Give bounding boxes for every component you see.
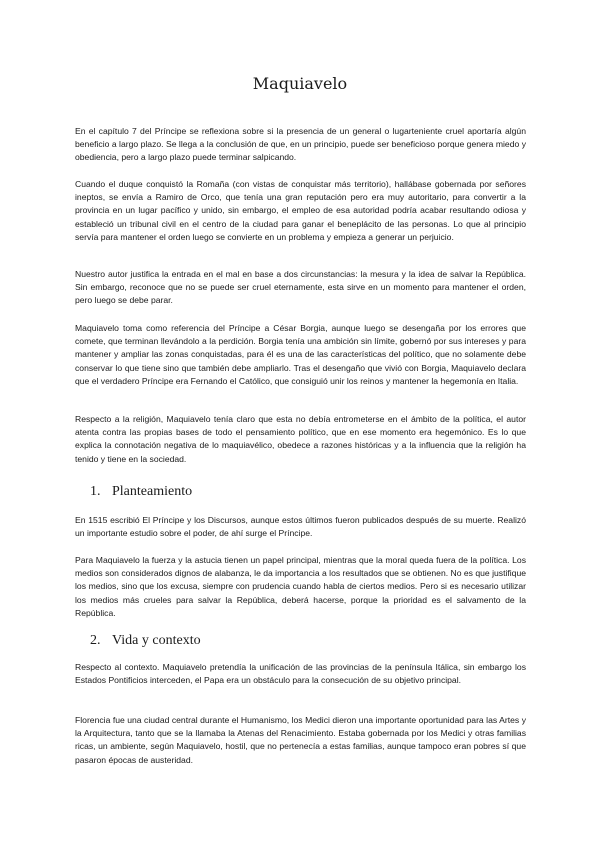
- section-heading-planteamiento: [90, 484, 192, 500]
- section-number: 1.: [90, 484, 101, 499]
- paragraph: En el capítulo 7 del Príncipe se reflexiona sobre si la presencia de un general o lugarteniente cruel aportaría algún beneficio a largo plazo. Se llega a la conclusión de que, en un principio, puede ser beneficioso porque genera miedo y obediencia, pero a largo plazo puede terminar salpicando.: [75, 126, 526, 163]
- paragraph: Nuestro autor justifica la entrada en el mal en base a dos circunstancias: la mesura y la idea de salvar la República. Sin embargo, reconoce que no se puede ser cruel eternamente, esta sirve en un momento para mantener el orden, pero luego se debe parar.: [75, 269, 526, 306]
- page-title: Maquiavelo: [252, 74, 348, 93]
- paragraph: Respecto al contexto. Maquiavelo pretendía la unificación de las provincias de la península Itálica, sin embargo los Estados Pontificios interceden, el Papa era un obstáculo para la consecución de su objetivo principal.: [75, 662, 526, 686]
- paragraph: Para Maquiavelo la fuerza y la astucia tienen un papel principal, mientras que la moral queda fuera de la política. Los medios son considerados dignos de alabanza, le da importancia a los resultados que se obtienen. No es que justifique los medios, sino que los excusa, siempre con prudencia cuando habla de ciertos medios. Pero si es necesario utilizar los medios más crueles para salvar la República, deberá hacerse, porque la prioridad es el salvamento de la República.: [75, 555, 526, 618]
- section-title: Planteamiento: [112, 484, 193, 499]
- paragraph: Respecto a la religión, Maquiavelo tenía claro que esta no debía entrometerse en el ámbito de la política, el autor atenta contra las propias bases de todo el pensamiento político, que en ese momento era hegemónico. Es lo que explica la connotación negativa de lo maquiavélico, obedece a razones históricas y a la influencia que la religión ha tenido y tiene en la sociedad.: [75, 414, 526, 464]
- paragraph: Cuando el duque conquistó la Romaña (con vistas de conquistar más territorio), hallábase gobernada por señores ineptos, se envía a Ramiro de Orco, que tenía una gran reputación pero era muy autoritario, para convertir a la provincia en un lugar pacífico y unido, sin embargo, el empleo de esa autoridad podría acabar resultando odiosa y estableció un tribunal civil en el centro de la ciudad para ganar el beneplácito de las personas. Lo que al principio servía para mantener el orden luego se convierte en un problema y empieza a generar un perjuicio.: [75, 179, 526, 242]
- section-number: 2.: [90, 633, 101, 648]
- paragraph: Florencia fue una ciudad central durante el Humanismo, los Medici dieron una importante oportunidad para las Artes y la Arquitectura, tanto que se la llamaba la Atenas del Renacimiento. Estaba gobernada por los Medici y otras familias ricas, un ambiente, según Maquiavelo, hostil, que no pertenecía a estas familias, aunque tampoco eran pobres sí que pasaron épocas de austeridad.: [75, 715, 526, 765]
- paragraph: En 1515 escribió El Príncipe y los Discursos, aunque estos últimos fueron publicados después de su muerte. Realizó un importante estudio sobre el poder, de ahí surge el Príncipe.: [75, 515, 526, 539]
- section-title: Vida y contexto: [112, 633, 201, 648]
- section-heading-vida-y-contexto: [90, 633, 201, 649]
- paragraph: Maquiavelo toma como referencia del Príncipe a César Borgia, aunque luego se desengaña por los errores que comete, que terminan llevándolo a la perdición. Borgia tenía una ambición sin límite, gobernó por sus intereses y para mantener y ampliar las zonas conquistadas, para él es una de las características del político, que no solamente debe conservar lo que tiene sino que también debe ampliarlo. Tras el desengaño que vivió con Borgia, Maquiavelo declara que el verdadero Príncipe era Fernando el Católico, que consiguió unir los reinos y mantener la hegemonía en Italia.: [75, 323, 526, 386]
